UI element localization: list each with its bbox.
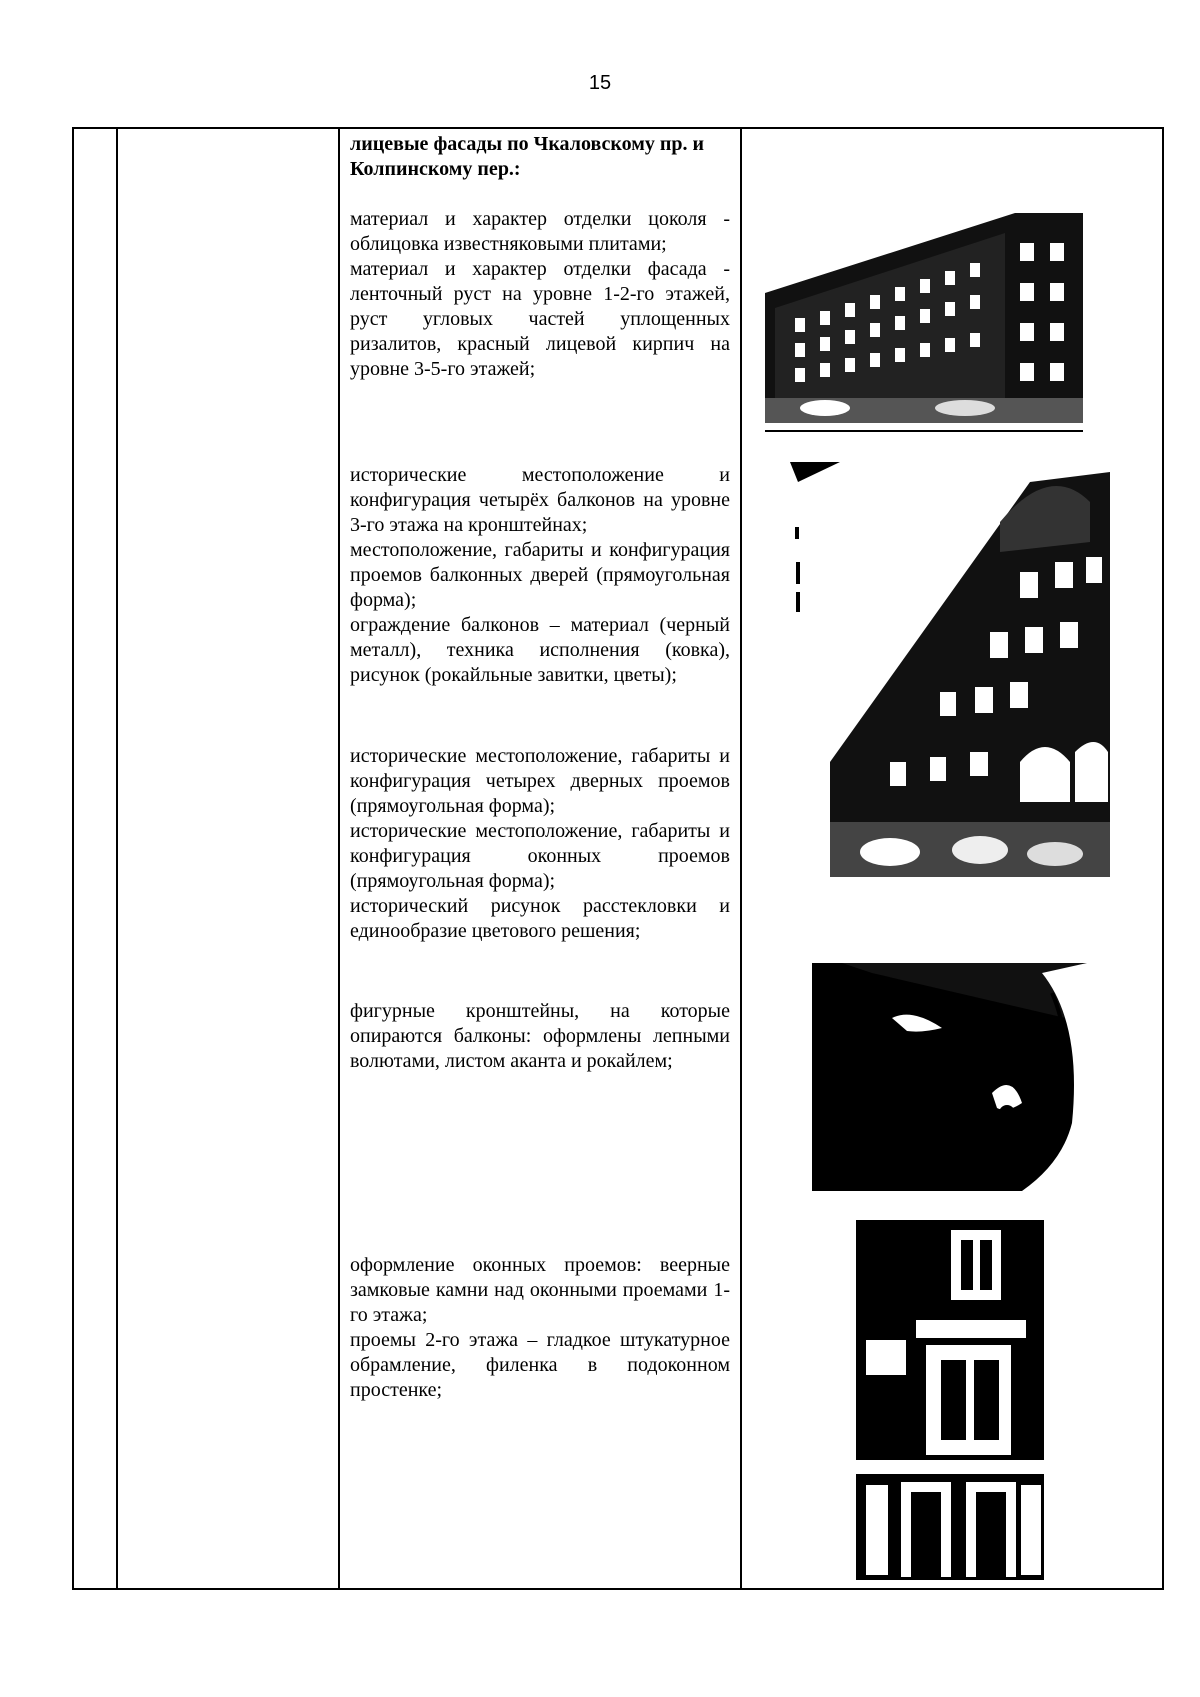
text-block-balconies xyxy=(350,463,730,688)
paragraph: исторические местоположение и конфигурация четырёх балконов на уровне 3-го этажа на кронштейнах; xyxy=(350,464,730,536)
text-block-windows xyxy=(350,1253,730,1403)
building-facade-photo xyxy=(790,462,1110,880)
paragraph: оформление оконных проемов: веерные замковые камни над оконными проемами 1-го этажа; xyxy=(350,1254,730,1326)
page-number: 15 xyxy=(588,72,612,94)
column-divider xyxy=(338,127,340,1590)
paragraph: фигурные кронштейны, на которые опираются балконы: оформлены лепными волютами, листом аканта и рокайлем; xyxy=(350,1000,730,1072)
facades-heading: лицевые фасады по Чкаловскому пр. и Колпинскому пер.: xyxy=(350,133,705,180)
paragraph: исторический рисунок расстекловки и единообразие цветового решения; xyxy=(350,895,730,942)
paragraph: ограждение балконов – материал (черный металл), техника исполнения (ковка), рисунок (рокайльные завитки, цветы); xyxy=(350,614,730,686)
building-corner-photo xyxy=(765,213,1083,435)
paragraph: местоположение, габариты и конфигурация проемов балконных дверей (прямоугольная форма); xyxy=(350,539,730,611)
balcony-bracket-photo xyxy=(812,963,1087,1191)
paragraph: исторические местоположение, габариты и конфигурация четырех дверных проемов (прямоугольная форма); xyxy=(350,745,730,817)
window-detail-photo xyxy=(856,1220,1044,1580)
paragraph: проемы 2-го этажа – гладкое штукатурное обрамление, филенка в подоконном простенке; xyxy=(350,1329,730,1401)
text-block-brackets xyxy=(350,999,730,1074)
text-block-materials xyxy=(350,207,730,382)
text-block-openings xyxy=(350,744,730,944)
column-divider xyxy=(116,127,118,1590)
paragraph: материал и характер отделки фасада - ленточный руст на уровне 1-2-го этажей, руст угловых частей уплощенных ризалитов, красный лицевой кирпич на уровне 3-5-го этажей; xyxy=(350,258,730,380)
column-divider xyxy=(740,127,742,1590)
paragraph: исторические местоположение, габариты и конфигурация оконных проемов (прямоугольная форма); xyxy=(350,820,730,892)
text-block-heading xyxy=(350,132,730,182)
paragraph: материал и характер отделки цоколя - облицовка известняковыми плитами; xyxy=(350,208,730,255)
